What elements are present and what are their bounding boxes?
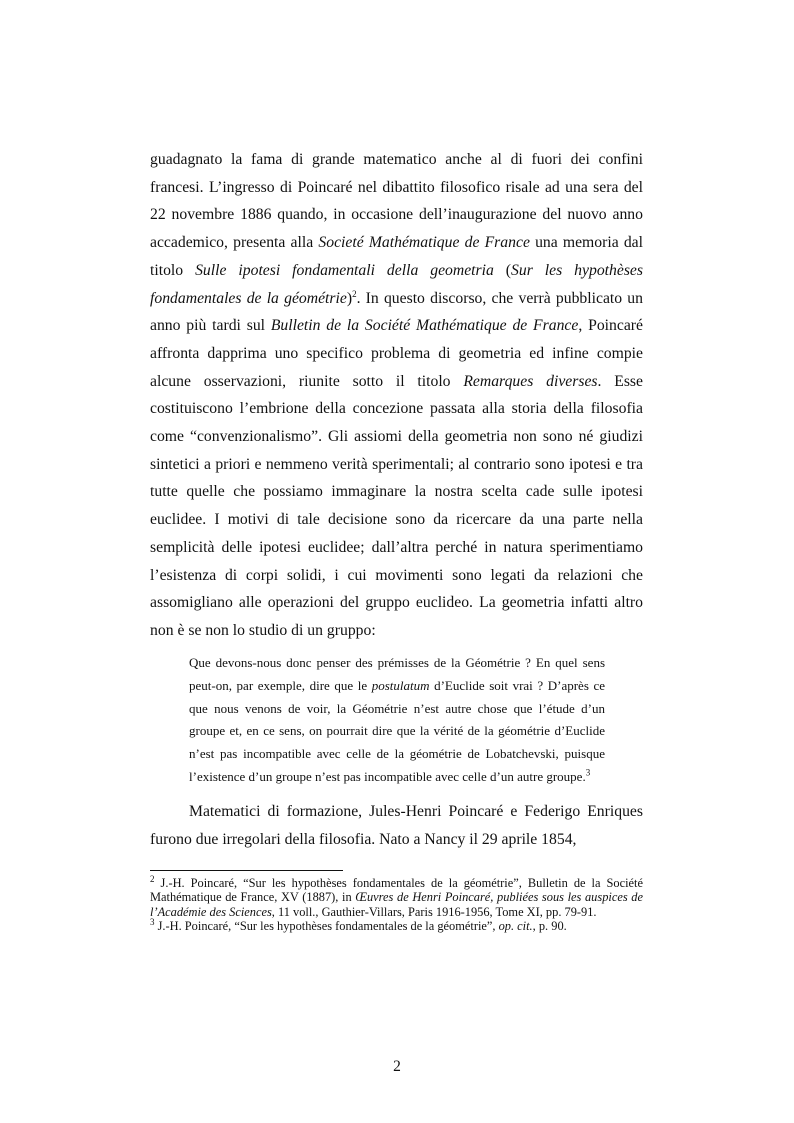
text-run: , 11 voll., Gauthier-Villars, Paris 1916-1956, Tome XI, pp. 79-91. bbox=[271, 904, 597, 919]
text-run: , p. 90. bbox=[532, 918, 567, 933]
text-run: ( bbox=[493, 261, 512, 279]
text-run: una memoria dal titolo bbox=[150, 234, 643, 279]
italic-oeuvres: Œuvres de Henri Poincaré, publiées sous les auspices de l’Académie des Sciences bbox=[150, 890, 643, 919]
text-run: d’Euclide soit vrai ? D’après ce que nous venons de voir, la Géométrie n’est autre chose que l’étude d’un groupe et, en ce sens, on pourrait dire que la vérité de la géométrie d’Euclide n’est pas incompatible avec celle de la géométrie de Lobatchevski, puisque l’existence d’un groupe n’est pas incompatible avec celle d’un autre groupe. bbox=[189, 677, 605, 784]
footnote-ref-2: 2 bbox=[352, 288, 357, 299]
text-run: J.-H. Poincaré, “Sur les hypothèses fondamentales de la géométrie”, Bulletin de la Société Mathématique de France, XV (1887), in bbox=[150, 876, 643, 905]
italic-bulletin: Bulletin de la Société Mathématique de France bbox=[270, 317, 579, 335]
italic-op-cit: op. cit. bbox=[498, 918, 533, 933]
text-run: . In questo discorso, che verrà pubblicato un anno più tardi sul bbox=[150, 289, 643, 335]
body-paragraph-2: Matematici di formazione, Jules-Henri Poincaré e Federigo Enriques furono due irregolari della filosofia. Nato a Nancy il 29 aprile 1854, bbox=[150, 803, 643, 848]
italic-postulatum: postulatum bbox=[371, 677, 430, 693]
footnote-3 bbox=[150, 916, 643, 933]
footnote-number: 3 bbox=[150, 916, 155, 927]
italic-title-it: Sulle ipotesi fondamentali della geometria bbox=[195, 261, 494, 279]
body-paragraph-1 bbox=[150, 146, 643, 645]
footnote-ref-3: 3 bbox=[585, 767, 591, 778]
footnote-2 bbox=[150, 873, 643, 919]
text-run: Que devons-nous donc penser des prémisses de la Géométrie ? En quel sens peut-on, par exemple, dire que le bbox=[189, 655, 605, 693]
footnotes bbox=[150, 873, 643, 933]
text-run: ) bbox=[346, 289, 353, 307]
block-quote bbox=[189, 652, 605, 789]
footnote-number: 2 bbox=[150, 873, 155, 884]
italic-remarques: Remarques diverses bbox=[463, 372, 598, 390]
page-number: 2 bbox=[393, 1058, 401, 1075]
text-run: J.-H. Poincaré, “Sur les hypothèses fondamentales de la géométrie”, bbox=[154, 918, 499, 933]
text-run: guadagnato la fama di grande matematico anche al di fuori dei confini francesi. L’ingresso di Poincaré nel dibattito filosofico risale ad una sera del 22 novembre 1886 quando, in occasione dell’inaugurazione del nuovo anno accademico, presenta alla bbox=[150, 151, 643, 252]
italic-societe: Societé Mathématique de France bbox=[318, 234, 530, 252]
text-run: , Poincaré affronta dapprima uno specifico problema di geometria ed infine compie alcune osservazioni, riunite sotto il titolo bbox=[150, 317, 643, 390]
footnote-separator bbox=[150, 870, 343, 871]
italic-title-fr: Sur les hypothèses fondamentales de la géométrie bbox=[150, 261, 643, 307]
text-run: . Esse costituiscono l’embrione della concezione passata alla storia della filosofia come “convenzionalismo”. Gli assiomi della geometria non sono né giudizi sintetici a priori e nemmeno verità sperimentali; al contrario sono ipotesi e tra tutte quelle che possiamo immaginare la nostra scelta cade sulle ipotesi euclidee. I motivi di tale decisione sono da ricercare da una parte nella semplicità delle ipotesi euclidee; dall’altra perché in natura sperimentiamo l’esistenza di corpi solidi, i cui movimenti sono legati da relazioni che assomigliano alle operazioni del gruppo euclideo. La geometria infatti altro non è se non lo studio di un gruppo: bbox=[150, 372, 643, 639]
